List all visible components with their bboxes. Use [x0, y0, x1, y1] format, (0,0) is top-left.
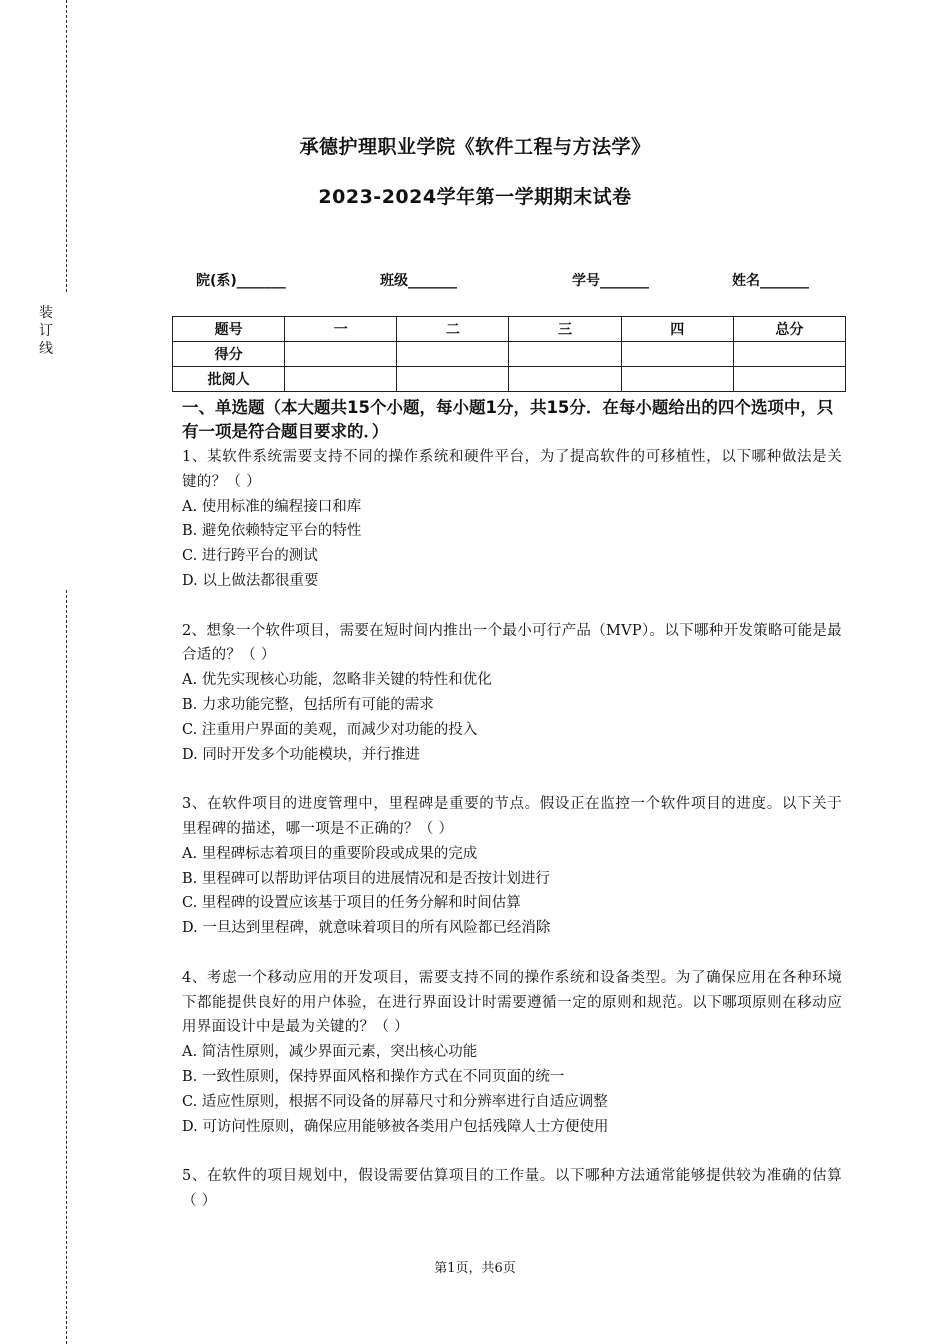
option-a[interactable]: A. 优先实现核心功能，忽略非关键的特性和优化 [182, 672, 492, 689]
score-cell[interactable] [285, 342, 397, 367]
option-d[interactable]: D. 以上做法都很重要 [182, 572, 319, 589]
grader-cell[interactable] [733, 367, 845, 392]
grader-cell[interactable] [285, 367, 397, 392]
option-a[interactable]: A. 使用标准的编程接口和库 [182, 498, 362, 515]
question-stem: 3、在软件项目的进度管理中，里程碑是重要的节点。假设正在监控一个软件项目的进度。以下关于里程碑的描述，哪一项是不正确的？（ ） [182, 796, 842, 837]
question-list [182, 445, 842, 1239]
binding-label [38, 304, 54, 358]
option-c[interactable]: C. 注重用户界面的美观，而减少对功能的投入 [182, 721, 478, 738]
score-cell[interactable] [733, 342, 845, 367]
option-b[interactable]: B. 里程碑可以帮助评估项目的进展情况和是否按计划进行 [182, 870, 550, 887]
score-table-header-row [173, 317, 846, 342]
header-cell: 二 [397, 317, 509, 342]
question-stem: 4、考虑一个移动应用的开发项目，需要支持不同的操作系统和设备类型。为了确保应用在各种环境下都能提供良好的用户体验，在进行界面设计时需要遵循一定的原则和规范。以下哪项原则在移动应用界面设计中是最为关键的？（ ） [182, 969, 842, 1036]
option-d[interactable]: D. 一旦达到里程碑，就意味着项目的所有风险都已经消除 [182, 920, 551, 937]
question-4 [182, 966, 842, 1140]
student-id-field[interactable]: 学号_______ [572, 273, 649, 289]
option-b[interactable]: B. 一致性原则，保持界面风格和操作方式在不同页面的统一 [182, 1068, 565, 1085]
option-c[interactable]: C. 适应性原则，根据不同设备的屏幕尺寸和分辨率进行自适应调整 [182, 1093, 608, 1110]
score-cell[interactable] [509, 342, 621, 367]
option-c[interactable]: C. 里程碑的设置应该基于项目的任务分解和时间估算 [182, 895, 521, 912]
department-field[interactable]: 院(系)_______ [196, 273, 286, 289]
option-a[interactable]: A. 简洁性原则，减少界面元素，突出核心功能 [182, 1044, 478, 1061]
question-2 [182, 619, 842, 768]
class-field[interactable]: 班级_______ [380, 273, 457, 289]
header-cell: 题号 [173, 317, 285, 342]
section-heading: 一、单选题（本大题共15个小题，每小题1分，共15分．在每小题给出的四个选项中，只有一项是符合题目要求的．） [182, 398, 834, 441]
binding-char: 线 [39, 341, 53, 357]
binding-char: 订 [39, 323, 53, 339]
question-3 [182, 792, 842, 941]
grader-cell[interactable] [509, 367, 621, 392]
grader-cell[interactable] [397, 367, 509, 392]
score-row [173, 342, 846, 367]
grader-cell[interactable] [621, 367, 733, 392]
score-cell[interactable] [397, 342, 509, 367]
header-cell: 一 [285, 317, 397, 342]
option-d[interactable]: D. 可访问性原则，确保应用能够被各类用户包括残障人士方便使用 [182, 1118, 609, 1135]
header-cell: 三 [509, 317, 621, 342]
option-b[interactable]: B. 避免依赖特定平台的特性 [182, 523, 362, 540]
row-label: 批阅人 [173, 367, 285, 392]
score-cell[interactable] [621, 342, 733, 367]
row-label: 得分 [173, 342, 285, 367]
exam-subtitle: 2023-2024学年第一学期期末试卷 [318, 186, 632, 208]
question-1 [182, 445, 842, 594]
score-table [172, 316, 846, 392]
header-cell: 四 [621, 317, 733, 342]
option-a[interactable]: A. 里程碑标志着项目的重要阶段或成果的完成 [182, 845, 478, 862]
page-number: 第1页，共6页 [434, 1261, 516, 1276]
binding-line [66, 590, 67, 1344]
option-d[interactable]: D. 同时开发多个功能模块，并行推进 [182, 746, 420, 763]
question-stem: 2、想象一个软件项目，需要在短时间内推出一个最小可行产品（MVP）。以下哪种开发策略可能是最合适的？（ ） [182, 622, 842, 664]
name-field[interactable]: 姓名_______ [732, 273, 809, 289]
student-info-row [0, 270, 950, 294]
grader-row [173, 367, 846, 392]
exam-title: 承德护理职业学院《软件工程与方法学》 [299, 136, 651, 158]
binding-char: 装 [39, 305, 53, 321]
option-c[interactable]: C. 进行跨平台的测试 [182, 548, 318, 565]
header-cell: 总分 [733, 317, 845, 342]
option-b[interactable]: B. 力求功能完整，包括所有可能的需求 [182, 696, 434, 713]
question-stem: 5、在软件的项目规划中，假设需要估算项目的工作量。以下哪种方法通常能够提供较为准确的估算（ ） [182, 1168, 842, 1209]
question-5 [182, 1164, 842, 1214]
question-stem: 1、某软件系统需要支持不同的操作系统和硬件平台，为了提高软件的可移植性，以下哪种做法是关键的？（ ） [182, 449, 842, 490]
